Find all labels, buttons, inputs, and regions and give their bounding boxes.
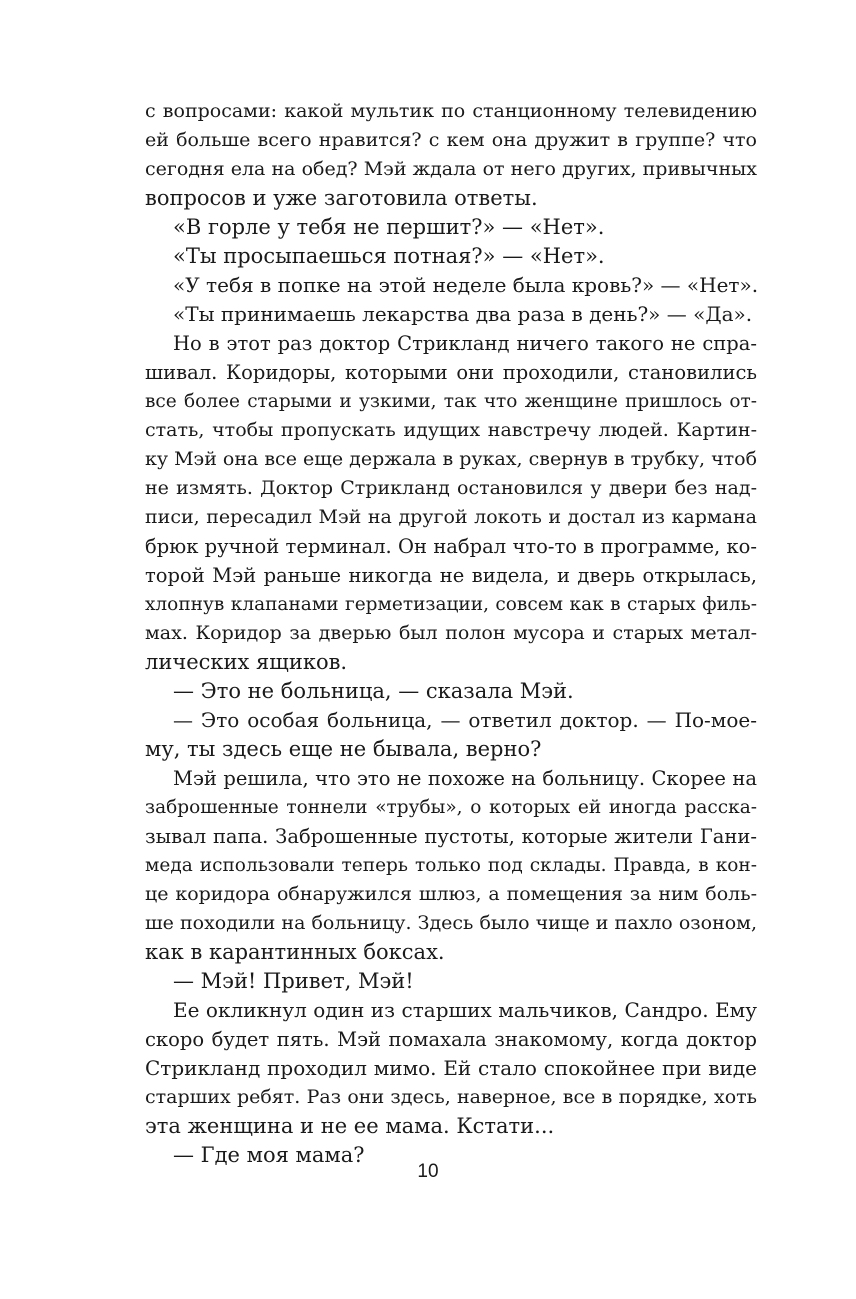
text-line: хлопнув клапанами герметизации, совсем как в старых филь-: [145, 594, 757, 615]
text-line: с вопросами: какой мультик по станционному телевидению: [145, 100, 757, 122]
text-line: «У тебя в попке на этой неделе была кровь?» — «Нет».: [173, 273, 759, 297]
text-line: це коридора обнаружился шлюз, а помещения за ним боль-: [145, 883, 757, 905]
text-line: му, ты здесь еще не бывала, верно?: [145, 737, 542, 761]
text-line: ку Мэй она все еще держала в руках, свернув в трубку, чтоб: [145, 448, 758, 470]
text-line: старших ребят. Раз они здесь, наверное, все в порядке, хоть: [145, 1086, 757, 1108]
text-line: как в карантинных боксах.: [145, 940, 445, 964]
text-line: Стрикланд проходил мимо. Ей стало спокойнее при виде: [145, 1056, 757, 1080]
text-line: сегодня ела на обед? Мэй ждала от него других, привычных: [145, 158, 757, 180]
text-line: скоро будет пять. Мэй помахала знакомому, когда доктор: [145, 1028, 757, 1051]
text-line: — Это не больница, — сказала Мэй.: [173, 679, 574, 703]
page-body: [145, 97, 757, 1170]
text-line: стать, чтобы пропускать идущих навстречу людей. Картин-: [145, 419, 757, 441]
text-line: «В горле у тебя не першит?» — «Нет».: [173, 215, 605, 239]
text-line: писи, пересадил Мэй на другой локоть и достал из кармана: [145, 506, 757, 528]
text-line: меда использовали теперь только под склады. Правда, в кон-: [145, 855, 757, 876]
text-line: все более старыми и узкими, так что женщине пришлось от-: [145, 391, 757, 412]
text-line: не измять. Доктор Стрикланд остановился у двери без над-: [145, 477, 757, 499]
text-line: брюк ручной терминал. Он набрал что-то в программе, ко-: [145, 535, 757, 558]
text-line: ше походили на больницу. Здесь было чище и пахло озоном,: [145, 912, 757, 934]
text-line: — Мэй! Привет, Мэй!: [173, 969, 414, 993]
page-number: 10: [417, 1161, 439, 1182]
text-line: ей больше всего нравится? с кем она дружит в группе? что: [145, 129, 757, 151]
text-line: «Ты просыпаешься потная?» — «Нет».: [173, 244, 605, 268]
text-line: Мэй решила, что это не похоже на больницу. Скорее на: [173, 767, 757, 790]
text-line: шивал. Коридоры, которыми они проходили, становились: [145, 361, 757, 384]
text-line: — Это особая больница, — ответил доктор. — По-мое-: [173, 708, 757, 732]
text-line: Ее окликнул один из старших мальчиков, Сандро. Ему: [173, 998, 757, 1022]
text-line: «Ты принимаешь лекарства два раза в день?» — «Да».: [173, 302, 753, 326]
text-line: — Где моя мама?: [173, 1143, 365, 1167]
text-line: зывал папа. Заброшенные пустоты, которые жители Гани-: [145, 825, 757, 848]
text-line: лических ящиков.: [145, 650, 348, 674]
text-line: Но в этот раз доктор Стрикланд ничего такого не спра-: [173, 332, 757, 355]
text-line: вопросов и уже заготовила ответы.: [145, 186, 538, 210]
text-line: эта женщина и не ее мама. Кстати...: [145, 1114, 555, 1138]
text-line: заброшенные тоннели «трубы», о которых ей иногда расска-: [145, 797, 757, 818]
text-line: мах. Коридор за дверью был полон мусора и старых метал-: [145, 622, 757, 644]
text-line: торой Мэй раньше никогда не видела, и дверь открылась,: [145, 564, 757, 587]
